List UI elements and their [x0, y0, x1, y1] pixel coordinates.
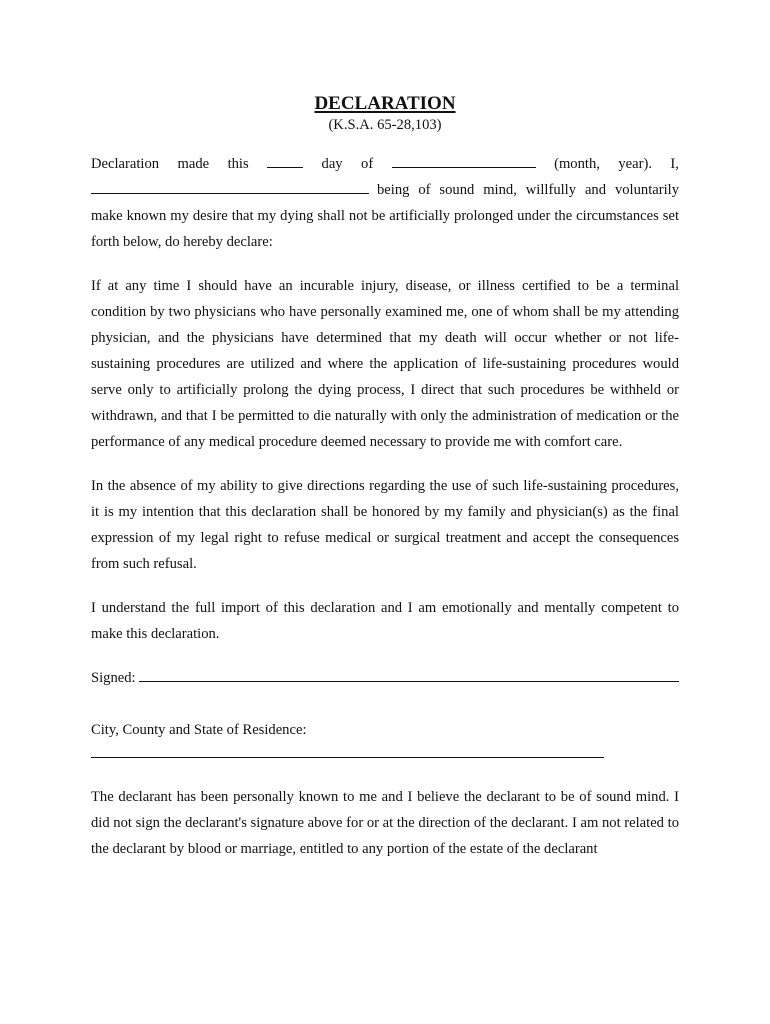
signed-label: Signed: [91, 670, 136, 686]
document-page [91, 92, 679, 862]
intro-word: of [361, 156, 374, 172]
intro-word: (month, [554, 156, 600, 172]
intention-paragraph: In the absence of my ability to give directions regarding the use of such life-sustaining procedures, it is my intention that this declaration shall be honored by my family and physician(s) as the final expression of my legal right to refuse medical or surgical treatment and accept the consequences from such refusal. [91, 478, 679, 572]
witness-statement: The declarant has been personally known to me and I believe the declarant to be of sound mind. I did not sign the declarant's signature above for or at the direction of the declarant. I am not related to the declarant by blood or marriage, entitled to any portion of the estate of the declarant [91, 789, 679, 857]
day-blank-field[interactable] [267, 166, 303, 168]
intro-line-2 [91, 177, 679, 203]
intro-line-2-text: being of sound mind, willfully and voluntarily [377, 182, 679, 198]
signature-row [91, 665, 679, 691]
competency-paragraph: I understand the full import of this declaration and I am emotionally and mentally competent to make this declaration. [91, 600, 679, 642]
residence-blank-field[interactable] [91, 743, 604, 758]
declarant-name-blank-field[interactable] [91, 192, 369, 194]
month-year-blank-field[interactable] [392, 166, 536, 168]
terminal-condition-paragraph: If at any time I should have an incurable injury, disease, or illness certified to be a terminal condition by two physicians who have personally examined me, one of whom shall be my attending physician, and the physicians have determined that my death will occur whether or not life-sustaining procedures are utilized and where the application of life-sustaining procedures would serve only to artificially prolong the dying process, I direct that such procedures be withheld or withdrawn, and that I be permitted to die naturally with only the administration of medication or the performance of any medical procedure deemed necessary to provide me with comfort care. [91, 278, 679, 450]
intro-word: this [227, 156, 249, 172]
intro-word: year). [618, 156, 652, 172]
declaration-intro [91, 151, 679, 255]
intro-word: made [177, 156, 210, 172]
statute-citation: (K.S.A. 65-28,103) [328, 117, 442, 133]
document-title: DECLARATION [314, 93, 456, 114]
intro-word: day [321, 156, 343, 172]
intro-continuation: make known my desire that my dying shall not be artificially prolonged under the circumstances set forth below, do hereby declare: [91, 208, 679, 250]
intro-word: I, [670, 156, 679, 172]
intro-word: Declaration [91, 156, 160, 172]
intro-line-1 [91, 151, 679, 177]
residence-label: City, County and State of Residence: [91, 722, 307, 738]
signature-blank-field[interactable] [139, 680, 679, 682]
